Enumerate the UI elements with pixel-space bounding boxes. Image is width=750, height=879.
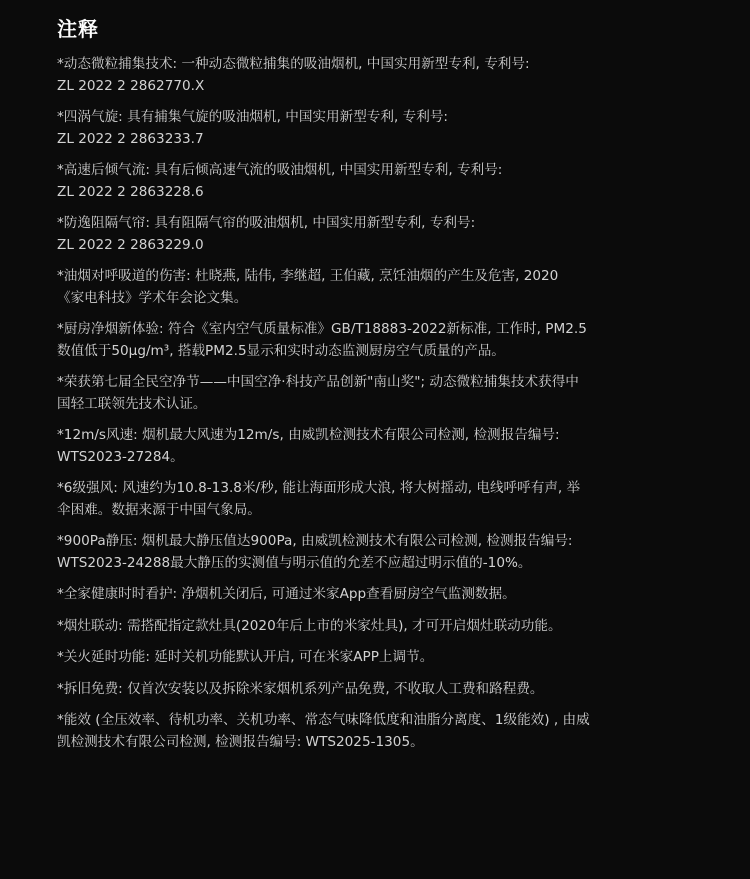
note-item [57,647,710,669]
note-item [57,710,710,753]
note-item [57,319,710,362]
note-text-line: *油烟对呼吸道的伤害: 杜晓燕, 陆伟, 李继超, 王伯藏, 烹饪油烟的产生及危害, 2020 [57,268,559,284]
note-text-line: 伞困难。数据来源于中国气象局。 [57,501,261,518]
note-item [57,584,710,606]
note-text-line: WTS2023-27284。 [57,448,184,465]
note-text-line: *烟灶联动: 需搭配指定款灶具(2020年后上市的米家灶具), 才可开启烟灶联动功能。 [57,617,562,634]
page-title: 注释 [57,17,99,41]
note-text-line: ZL 2022 2 2863228.6 [57,183,204,200]
note-item [57,266,710,309]
note-text-line: *6级强风: 风速约为10.8-13.8米/秒, 能让海面形成大浪, 将大树摇动, 电线呼呼有声, 举 [57,480,581,496]
note-text-line: *能效 (全压效率、待机功率、关机功率、常态气味降低度和油脂分离度、1级能效) , 由威 [57,712,590,728]
notes-list [57,54,710,753]
note-text-line: *拆旧免费: 仅首次安装以及拆除米家烟机系列产品免费, 不收取人工费和路程费。 [57,680,544,697]
note-text-line: ZL 2022 2 2863229.0 [57,236,204,253]
note-text-line: 数值低于50μg/m³, 搭载PM2.5显示和实时动态监测厨房空气质量的产品。 [57,342,505,359]
note-item [57,679,710,701]
note-text-line: ZL 2022 2 2862770.X [57,77,205,94]
note-item [57,160,710,203]
note-text-line: *荣获第七届全民空净节——中国空净·科技产品创新"南山奖"; 动态微粒捕集技术获得中 [57,374,579,390]
note-text-line: *防逸阻隔气帘: 具有阻隔气帘的吸油烟机, 中国实用新型专利, 专利号: [57,215,476,231]
note-text-line: 凯检测技术有限公司检测, 检测报告编号: WTS2025-1305。 [57,733,424,750]
note-text-line: *厨房净烟新体验: 符合《室内空气质量标准》GB/T18883-2022新标准, 工作时, PM2.5 [57,321,587,337]
note-text-line: *高速后倾气流: 具有后倾高速气流的吸油烟机, 中国实用新型专利, 专利号: [57,162,503,178]
note-text-line: *关火延时功能: 延时关机功能默认开启, 可在米家APP上调节。 [57,649,434,665]
note-item [57,478,710,521]
note-item [57,372,710,415]
note-item [57,107,710,150]
note-text-line: *12m/s风速: 烟机最大风速为12m/s, 由威凯检测技术有限公司检测, 检测报告编号: [57,427,560,443]
note-text-line: 国轻工联领先技术认证。 [57,395,207,412]
note-text-line: *动态微粒捕集技术: 一种动态微粒捕集的吸油烟机, 中国实用新型专利, 专利号: [57,56,530,72]
note-item [57,54,710,97]
note-text-line: *全家健康时时看护: 净烟机关闭后, 可通过米家App查看厨房空气监测数据。 [57,586,516,602]
note-item [57,213,710,256]
note-text-line: *900Pa静压: 烟机最大静压值达900Pa, 由威凯检测技术有限公司检测, 检测报告编号: [57,533,573,549]
note-text-line: *四涡气旋: 具有捕集气旋的吸油烟机, 中国实用新型专利, 专利号: [57,109,448,125]
note-text-line: ZL 2022 2 2863233.7 [57,130,204,147]
note-item [57,531,710,574]
note-item [57,616,710,638]
note-text-line: 《家电科技》学术年会论文集。 [57,289,248,306]
note-text-line: WTS2023-24288最大静压的实测值与明示值的允差不应超过明示值的-10%。 [57,554,532,571]
note-item [57,425,710,468]
